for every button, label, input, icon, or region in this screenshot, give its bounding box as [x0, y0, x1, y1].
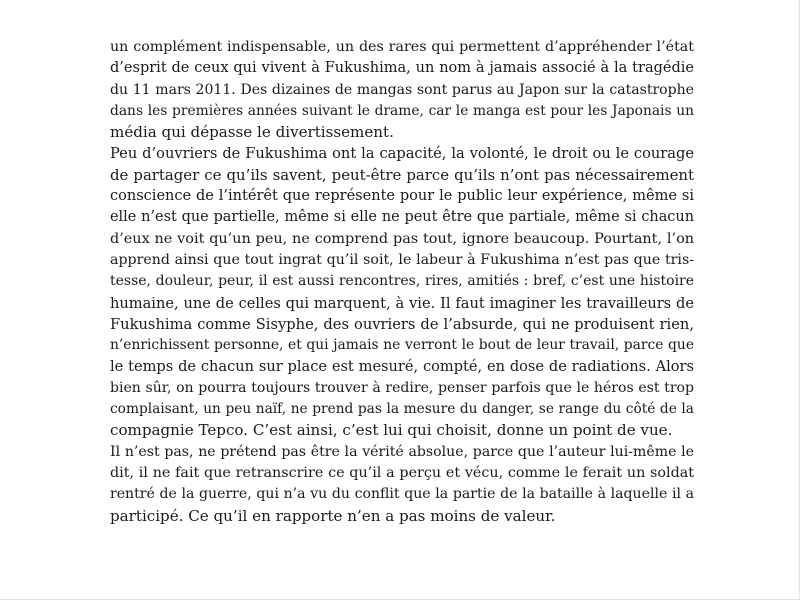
text-line: le temps de chacun sur place est mesuré, compté, en dose de radiations. Alors — [110, 358, 694, 376]
text-line: Il n’est pas, ne prétend pas être la vérité absolue, parce que l’auteur lui-même le — [110, 443, 694, 460]
text-line: bien sûr, on pourra toujours trouver à redire, penser parfois que le héros est trop — [110, 379, 694, 396]
text-line: elle n’est que partielle, même si elle ne peut être que partiale, même si chacun — [110, 209, 694, 226]
text-line: conscience de l’intérêt que représente pour le public leur expérience, même si — [110, 188, 694, 205]
paragraph — [110, 442, 694, 527]
text-line: Fukushima comme Sisyphe, des ouvriers de l’absurde, qui ne produisent rien, — [110, 315, 694, 333]
text-line: dans les premières années suivant le drame, car le manga est pour les Japonais un — [110, 102, 694, 119]
text-line: un complément indispensable, un des rares qui permettent d’appréhender l’état — [110, 39, 694, 55]
paragraph — [110, 37, 694, 143]
body-text — [110, 37, 694, 527]
text-line: rentré de la guerre, qui n’a vu du conflit que la partie de la bataille à laquelle il a — [110, 486, 694, 503]
paragraph — [110, 143, 694, 441]
text-line: humaine, une de celles qui marquent, à vie. Il faut imaginer les travailleurs de — [110, 294, 694, 312]
text-line: compagnie Tepco. C’est ainsi, c’est lui qui choisit, donne un point de vue. — [110, 421, 673, 440]
text-line: média qui dépasse le divertissement. — [110, 123, 394, 142]
text-line: apprend ainsi que tout ingrat qu’il soit, le labeur à Fukushima n’est pas que tris- — [110, 251, 694, 268]
text-line: Peu d’ouvriers de Fukushima ont la capacité, la volonté, le droit ou le courage — [110, 145, 694, 163]
text-line: d’eux ne voit qu’un peu, ne comprend pas tout, ignore beaucoup. Pourtant, l’on — [110, 230, 694, 247]
text-line: du 11 mars 2011. Des dizaines de mangas sont parus au Japon sur la catastrophe — [110, 81, 694, 98]
text-line: n’enrichissent personne, et qui jamais ne verront le bout de leur travail, parce que — [110, 337, 694, 354]
text-line: de partager ce qu’ils savent, peut-être parce qu’ils n’ont pas nécessairement — [110, 165, 694, 184]
text-line: tesse, douleur, peur, il est aussi rencontres, rires, amitiés : bref, c’est une histoire — [110, 273, 694, 290]
text-line: d’esprit de ceux qui vivent à Fukushima, un nom à jamais associé à la tragédie — [110, 60, 694, 77]
text-line: complaisant, un peu naïf, ne prend pas la mesure du danger, se range du côté de la — [110, 401, 694, 418]
text-line: participé. Ce qu’il en rapporte n’en a pas moins de valeur. — [110, 506, 556, 525]
text-line: dit, il ne fait que retranscrire ce qu’il a perçu et vécu, comme le ferait un soldat — [110, 464, 694, 481]
